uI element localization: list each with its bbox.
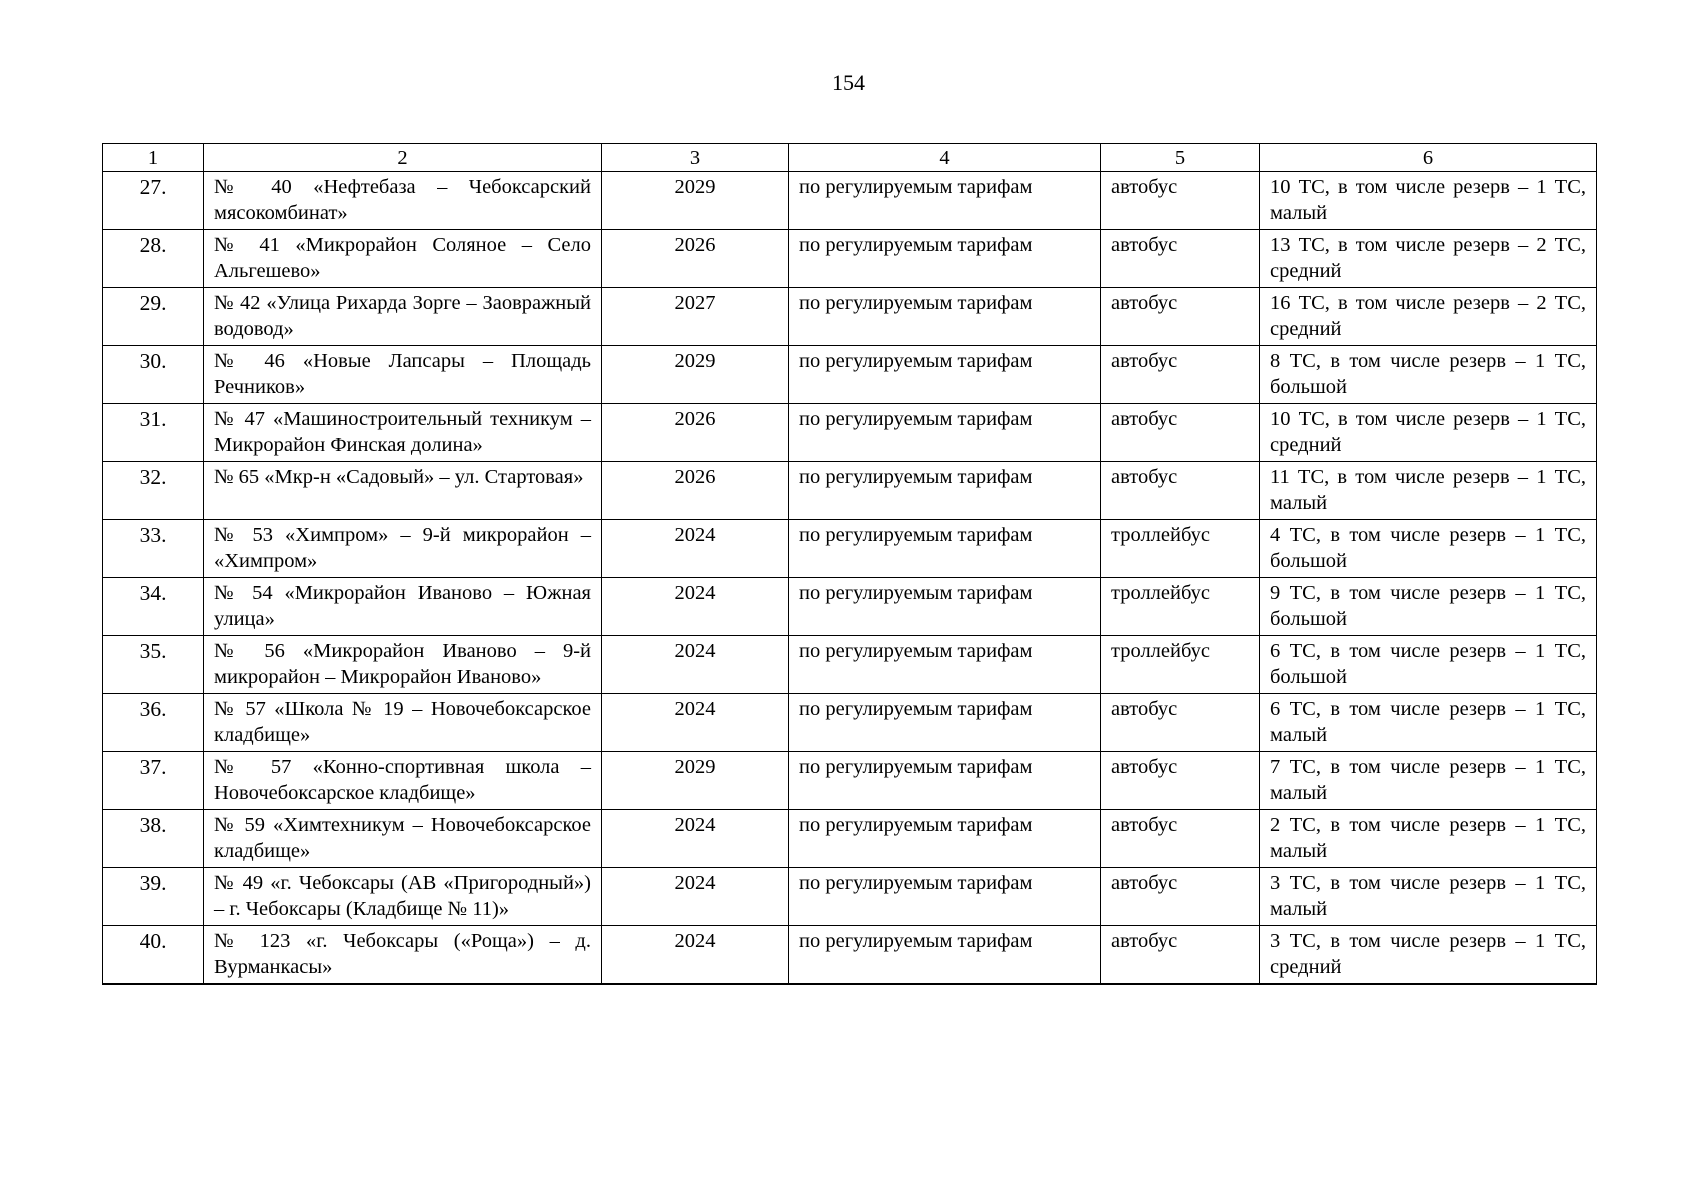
tariff-type-cell: по регулируемым тарифам: [789, 462, 1101, 520]
route-name-cell: № 54 «Микрорайон Иваново – Южная улица»: [204, 578, 602, 636]
vehicle-type-cell: троллейбус: [1101, 578, 1260, 636]
route-name-cell: № 46 «Новые Лапсары – Площадь Речников»: [204, 346, 602, 404]
table-row: [103, 288, 1597, 346]
table-row: [103, 172, 1597, 230]
tariff-type-cell: по регулируемым тарифам: [789, 926, 1101, 985]
vehicle-type-cell: троллейбус: [1101, 636, 1260, 694]
table-row: [103, 636, 1597, 694]
vehicle-type-cell: автобус: [1101, 172, 1260, 230]
row-number-cell: 34.: [103, 578, 204, 636]
fleet-size-cell: 10 ТС, в том числе резерв – 1 ТС, малый: [1260, 172, 1597, 230]
fleet-size-cell: 10 ТС, в том числе резерв – 1 ТС, средний: [1260, 404, 1597, 462]
tariff-type-cell: по регулируемым тарифам: [789, 752, 1101, 810]
vehicle-type-cell: автобус: [1101, 462, 1260, 520]
row-number-cell: 36.: [103, 694, 204, 752]
year-cell: 2024: [602, 636, 789, 694]
page-number: 154: [832, 70, 865, 95]
fleet-size-cell: 16 ТС, в том числе резерв – 2 ТС, средний: [1260, 288, 1597, 346]
year-cell: 2029: [602, 172, 789, 230]
vehicle-type-cell: автобус: [1101, 694, 1260, 752]
row-number-cell: 35.: [103, 636, 204, 694]
vehicle-type-cell: автобус: [1101, 288, 1260, 346]
vehicle-type-cell: автобус: [1101, 810, 1260, 868]
tariff-type-cell: по регулируемым тарифам: [789, 346, 1101, 404]
row-number-cell: 40.: [103, 926, 204, 985]
row-number-cell: 29.: [103, 288, 204, 346]
year-cell: 2027: [602, 288, 789, 346]
fleet-size-cell: 6 ТС, в том числе резерв – 1 ТС, малый: [1260, 694, 1597, 752]
route-name-cell: № 40 «Нефтебаза – Чебоксарский мясокомбинат»: [204, 172, 602, 230]
row-number-cell: 33.: [103, 520, 204, 578]
tariff-type-cell: по регулируемым тарифам: [789, 810, 1101, 868]
tariff-type-cell: по регулируемым тарифам: [789, 520, 1101, 578]
column-header-3: 3: [602, 144, 789, 172]
row-number-cell: 39.: [103, 868, 204, 926]
vehicle-type-cell: автобус: [1101, 752, 1260, 810]
fleet-size-cell: 13 ТС, в том числе резерв – 2 ТС, средний: [1260, 230, 1597, 288]
route-name-cell: № 47 «Машиностроительный техникум – Микрорайон Финская долина»: [204, 404, 602, 462]
table-row: [103, 462, 1597, 520]
year-cell: 2024: [602, 694, 789, 752]
vehicle-type-cell: автобус: [1101, 230, 1260, 288]
fleet-size-cell: 7 ТС, в том числе резерв – 1 ТС, малый: [1260, 752, 1597, 810]
row-number-cell: 32.: [103, 462, 204, 520]
year-cell: 2026: [602, 462, 789, 520]
route-name-cell: № 53 «Химпром» – 9-й микрорайон – «Химпром»: [204, 520, 602, 578]
fleet-size-cell: 3 ТС, в том числе резерв – 1 ТС, малый: [1260, 868, 1597, 926]
vehicle-type-cell: троллейбус: [1101, 520, 1260, 578]
year-cell: 2024: [602, 926, 789, 985]
tariff-type-cell: по регулируемым тарифам: [789, 868, 1101, 926]
row-number-cell: 38.: [103, 810, 204, 868]
tariff-type-cell: по регулируемым тарифам: [789, 404, 1101, 462]
table-row: [103, 868, 1597, 926]
fleet-size-cell: 8 ТС, в том числе резерв – 1 ТС, большой: [1260, 346, 1597, 404]
route-name-cell: № 57 «Школа № 19 – Новочебоксарское кладбище»: [204, 694, 602, 752]
table-row: [103, 230, 1597, 288]
year-cell: 2024: [602, 868, 789, 926]
year-cell: 2024: [602, 520, 789, 578]
route-name-cell: № 57 «Конно-спортивная школа – Новочебоксарское кладбище»: [204, 752, 602, 810]
year-cell: 2024: [602, 810, 789, 868]
year-cell: 2029: [602, 752, 789, 810]
row-number-cell: 28.: [103, 230, 204, 288]
fleet-size-cell: 4 ТС, в том числе резерв – 1 ТС, большой: [1260, 520, 1597, 578]
table-row: [103, 926, 1597, 985]
year-cell: 2026: [602, 230, 789, 288]
table-row: [103, 578, 1597, 636]
year-cell: 2026: [602, 404, 789, 462]
tariff-type-cell: по регулируемым тарифам: [789, 172, 1101, 230]
fleet-size-cell: 9 ТС, в том числе резерв – 1 ТС, большой: [1260, 578, 1597, 636]
tariff-type-cell: по регулируемым тарифам: [789, 694, 1101, 752]
table-row: [103, 752, 1597, 810]
tariff-type-cell: по регулируемым тарифам: [789, 636, 1101, 694]
vehicle-type-cell: автобус: [1101, 868, 1260, 926]
route-name-cell: № 41 «Микрорайон Соляное – Село Альгешево»: [204, 230, 602, 288]
route-name-cell: № 59 «Химтехникум – Новочебоксарское кладбище»: [204, 810, 602, 868]
vehicle-type-cell: автобус: [1101, 926, 1260, 985]
tariff-type-cell: по регулируемым тарифам: [789, 288, 1101, 346]
vehicle-type-cell: автобус: [1101, 346, 1260, 404]
tariff-type-cell: по регулируемым тарифам: [789, 230, 1101, 288]
fleet-size-cell: 11 ТС, в том числе резерв – 1 ТС, малый: [1260, 462, 1597, 520]
table-body: [103, 172, 1597, 985]
routes-table: [102, 143, 1597, 985]
route-name-cell: № 49 «г. Чебоксары (АВ «Пригородный») – г. Чебоксары (Кладбище № 11)»: [204, 868, 602, 926]
vehicle-type-cell: автобус: [1101, 404, 1260, 462]
table-header: [103, 144, 1597, 172]
route-name-cell: № 56 «Микрорайон Иваново – 9-й микрорайон – Микрорайон Иваново»: [204, 636, 602, 694]
fleet-size-cell: 3 ТС, в том числе резерв – 1 ТС, средний: [1260, 926, 1597, 985]
route-name-cell: № 123 «г. Чебоксары («Роща») – д. Вурманкасы»: [204, 926, 602, 985]
column-header-6: 6: [1260, 144, 1597, 172]
tariff-type-cell: по регулируемым тарифам: [789, 578, 1101, 636]
table-row: [103, 404, 1597, 462]
route-name-cell: № 42 «Улица Рихарда Зорге – Заовражный водовод»: [204, 288, 602, 346]
table-row: [103, 694, 1597, 752]
column-header-4: 4: [789, 144, 1101, 172]
fleet-size-cell: 6 ТС, в том числе резерв – 1 ТС, большой: [1260, 636, 1597, 694]
table-row: [103, 346, 1597, 404]
column-header-2: 2: [204, 144, 602, 172]
row-number-cell: 37.: [103, 752, 204, 810]
fleet-size-cell: 2 ТС, в том числе резерв – 1 ТС, малый: [1260, 810, 1597, 868]
column-header-5: 5: [1101, 144, 1260, 172]
table-row: [103, 520, 1597, 578]
row-number-cell: 31.: [103, 404, 204, 462]
table-row: [103, 810, 1597, 868]
row-number-cell: 30.: [103, 346, 204, 404]
column-header-1: 1: [103, 144, 204, 172]
header-row: [103, 144, 1597, 172]
route-name-cell: № 65 «Мкр-н «Садовый» – ул. Стартовая»: [204, 462, 602, 520]
year-cell: 2024: [602, 578, 789, 636]
row-number-cell: 27.: [103, 172, 204, 230]
year-cell: 2029: [602, 346, 789, 404]
